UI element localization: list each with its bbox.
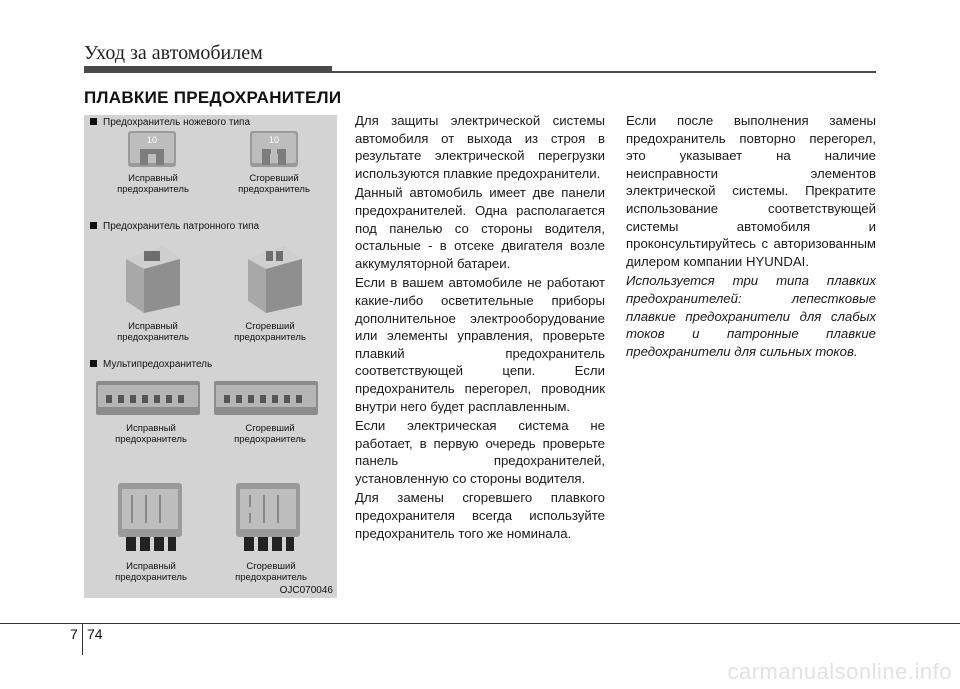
cartridge-fuse-blown-icon bbox=[244, 243, 306, 315]
blade-fuse-caption: Предохранитель ножевого типа bbox=[90, 117, 250, 128]
multi-fuse-block-good-icon bbox=[118, 483, 182, 555]
multi-fuse-blown-icon bbox=[214, 377, 318, 419]
multi-fuse-caption: Мультипредохранитель bbox=[90, 359, 212, 370]
multi-blown-label: Сгоревший предохранитель bbox=[234, 423, 306, 445]
paragraph: Если после выполнения замены предохранитель повторно перегорел, это указывает на наличие неисправности элементов электрической системы. Прекратите использование соответствующей системы автомобиля и проконсультируйтесь с авторизованным дилером компании HYUNDAI. bbox=[626, 113, 876, 269]
multi-good-label: Исправный предохранитель bbox=[115, 423, 187, 445]
bullet-square-icon bbox=[90, 222, 97, 229]
blade-blown-label: Сгоревший предохранитель bbox=[238, 173, 310, 195]
header-rule bbox=[332, 71, 876, 73]
watermark-text: carmanualsonline.info bbox=[727, 659, 952, 684]
cartridge-blown-label: Сгоревший предохранитель bbox=[234, 321, 306, 343]
page-header-title: Уход за автомобилем bbox=[84, 42, 263, 64]
page-number: 74 bbox=[87, 626, 103, 642]
fuse-figure bbox=[84, 115, 337, 598]
footer-rule bbox=[0, 623, 960, 624]
footer-divider bbox=[82, 623, 83, 655]
multi-fuse-block-blown-icon bbox=[236, 483, 300, 555]
bullet-square-icon bbox=[90, 360, 97, 367]
blade-good-label: Исправный предохранитель bbox=[117, 173, 189, 195]
paragraph: Для замены сгоревшего плавкого предохранителя всегда используйте предохранитель того же номинала. bbox=[355, 490, 605, 541]
bullet-square-icon bbox=[90, 118, 97, 125]
multi-fuse-good-icon bbox=[96, 377, 200, 419]
cartridge-fuse-good-icon bbox=[122, 243, 184, 315]
chapter-number: 7 bbox=[70, 626, 78, 642]
header-bar bbox=[84, 66, 332, 73]
paragraph: Если электрическая система не работает, в первую очередь проверьте панель предохранителей, установленную со стороны водителя. bbox=[355, 418, 605, 486]
blade-rating-label: 10 bbox=[268, 135, 280, 145]
paragraph: Для защиты электрической системы автомобиля от выхода из строя в результате электрической перегрузки используются плавкие предохранители. bbox=[355, 113, 605, 181]
figure-code: OJC070046 bbox=[279, 585, 333, 596]
italic-note: Используется три типа плавких предохранителей: лепестковые плавкие предохранители для слабых токов и патронные плавкие предохранители для сильных токов. bbox=[626, 273, 876, 359]
text-column-right bbox=[626, 112, 876, 362]
blade-fuse-good-icon bbox=[128, 129, 176, 169]
cartridge-good-label: Исправный предохранитель bbox=[117, 321, 189, 343]
paragraph: Данный автомобиль имеет две панели предохранителей. Одна располагается под панелью со стороны водителя, остальные - в отсеке двигателя возле аккумуляторной батареи. bbox=[355, 185, 605, 271]
paragraph: Если в вашем автомобиле не работают какие-либо осветительные приборы дополнительное электрооборудование или элементы управления, проверьте плавкий предохранитель соответствующей цепи. Если предохранитель перегорел, проводник внутри него будет расплавленным. bbox=[355, 275, 605, 414]
text-column-middle bbox=[355, 112, 605, 544]
section-title: ПЛАВКИЕ ПРЕДОХРАНИТЕЛИ bbox=[84, 88, 342, 107]
blade-fuse-blown-icon bbox=[250, 129, 298, 169]
block-good-label: Исправный предохранитель bbox=[115, 561, 187, 583]
block-blown-label: Сгоревший предохранитель bbox=[235, 561, 307, 583]
cartridge-fuse-caption: Предохранитель патронного типа bbox=[90, 221, 259, 232]
blade-rating-label: 10 bbox=[146, 135, 158, 145]
